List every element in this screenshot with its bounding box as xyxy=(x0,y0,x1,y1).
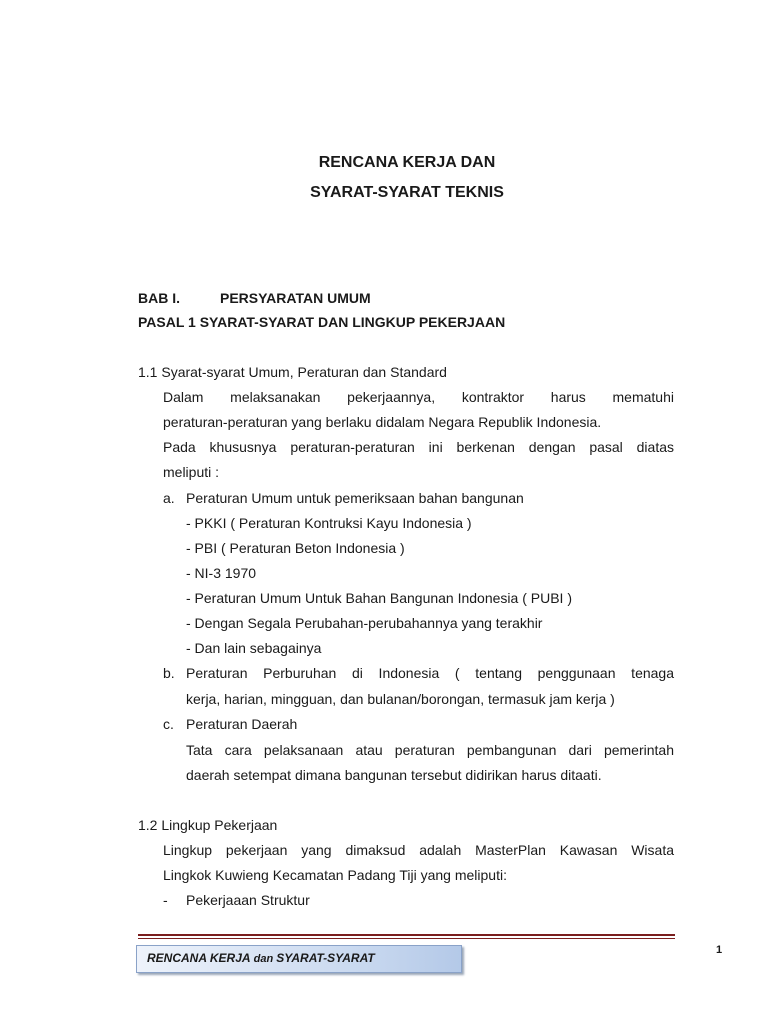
footer-banner xyxy=(136,945,462,973)
section-1-1-para1-line2: peraturan-peraturan yang berlaku didalam Negara Republik Indonesia. xyxy=(163,414,602,430)
bab-title: PERSYARATAN UMUM xyxy=(220,290,371,306)
footer-text: RENCANA KERJA dan SYARAT-SYARAT xyxy=(147,951,375,965)
section-1-2-dash: - xyxy=(163,892,168,908)
bab-label: BAB I. xyxy=(138,290,180,306)
item-a-marker: a. xyxy=(163,490,175,506)
section-1-1-para2-line1: Pada khususnya peraturan-peraturan ini berkenan dengan pasal diatas xyxy=(163,439,674,455)
section-1-2-item: Pekerjaaan Struktur xyxy=(186,892,310,908)
item-a-subitem: - PKKI ( Peraturan Kontruksi Kayu Indonesia ) xyxy=(186,515,472,531)
item-a-text: Peraturan Umum untuk pemeriksaan bahan bangunan xyxy=(186,490,524,506)
item-b-marker: b. xyxy=(163,665,175,681)
document-title-line2: SYARAT-SYARAT TEKNIS xyxy=(310,184,504,201)
document-title-line1: RENCANA KERJA DAN xyxy=(318,154,496,171)
item-c-line1: Tata cara pelaksanaan atau peraturan pembangunan dari pemerintah xyxy=(186,742,674,758)
pasal-heading: PASAL 1 SYARAT-SYARAT DAN LINGKUP PEKERJAAN xyxy=(138,314,506,330)
section-1-2-heading: 1.2 Lingkup Pekerjaan xyxy=(138,817,278,833)
item-a-subitem: - NI-3 1970 xyxy=(186,565,257,581)
item-a-subitem: - Dan lain sebagainya xyxy=(186,640,322,656)
section-1-2-para-line1: Lingkup pekerjaan yang dimaksud adalah MasterPlan Kawasan Wisata xyxy=(163,842,674,858)
item-c-marker: c. xyxy=(163,716,174,732)
item-a-subitem: - Peraturan Umum Untuk Bahan Bangunan Indonesia ( PUBI ) xyxy=(186,590,572,606)
section-1-1-para2-line2: meliputi : xyxy=(163,464,220,480)
page-number: 1 xyxy=(716,944,723,956)
footer-rule-thin xyxy=(138,938,675,939)
item-a-subitem: - Dengan Segala Perubahan-perubahannya yang terakhir xyxy=(186,615,543,631)
item-b-line1: Peraturan Perburuhan di Indonesia ( tentang penggunaan tenaga xyxy=(186,665,674,681)
section-1-2-para-line2: Lingkok Kuwieng Kecamatan Padang Tiji yang meliputi: xyxy=(163,867,507,883)
section-1-1-heading: 1.1 Syarat-syarat Umum, Peraturan dan Standard xyxy=(138,364,447,380)
section-1-1-para1-line1: Dalam melaksanakan pekerjaannya, kontraktor harus mematuhi xyxy=(163,389,674,405)
item-c-line2: daerah setempat dimana bangunan tersebut didirikan harus ditaati. xyxy=(186,767,602,783)
item-c-text: Peraturan Daerah xyxy=(186,716,298,732)
item-a-subitem: - PBI ( Peraturan Beton Indonesia ) xyxy=(186,540,405,556)
footer-rule xyxy=(138,934,675,936)
item-b-line2: kerja, harian, mingguan, dan bulanan/borongan, termasuk jam kerja ) xyxy=(186,691,615,707)
